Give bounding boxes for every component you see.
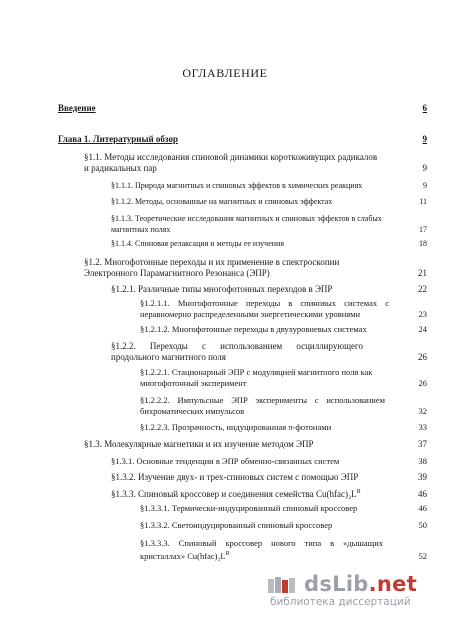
toc-entry[interactable] [84, 152, 427, 174]
toc-entry[interactable] [111, 284, 427, 295]
toc-entry-page: 17 [419, 225, 427, 234]
toc-entry-page: 26 [418, 352, 427, 362]
toc-entry[interactable] [84, 257, 427, 279]
toc-entry[interactable] [140, 298, 427, 320]
toc-entry-text: §1.2.1.1. Многофотонные переходы в спиновых системах с неравномерно распределенными энергетическими уровнями [140, 298, 389, 319]
toc-entry-page: 9 [423, 181, 427, 190]
toc-entry[interactable] [111, 180, 427, 191]
watermark-subtitle: библиотека диссертаций [270, 596, 411, 608]
toc-entry-text [111, 487, 409, 500]
toc-entry-text: §1.2.2.3. Прозрачность, индуцированная π-фотонами [140, 422, 332, 432]
toc-entry-text: §1.1.2. Методы, основанные на магнитных и спиновых эффектах [111, 197, 333, 206]
toc-entry-page: 38 [418, 456, 427, 466]
toc-entry-page: 39 [418, 472, 427, 482]
toc-entry-text: §1.1. Методы исследования спиновой динамики короткоживущих радикалов и радикальных пар [84, 152, 378, 173]
watermark [264, 574, 444, 610]
toc-entry[interactable] [140, 324, 427, 335]
toc-entry-page: 21 [418, 268, 427, 278]
toc-entry-text: Введение [58, 103, 96, 113]
toc-entry[interactable] [140, 422, 427, 433]
toc-entry[interactable] [111, 487, 427, 500]
toc-entry-page: 26 [418, 378, 427, 388]
toc-entry[interactable] [140, 367, 427, 389]
toc-entry-text: §1.2.2.1. Стационарный ЭПР с модуляцией магнитного поля как многофотонный эксперимент [140, 367, 373, 388]
toc-entry-page: 9 [422, 163, 427, 173]
toc-entry-page: 32 [418, 406, 427, 416]
toc-entry-text: §1.2.2. Переходы с использованием осциллирующего продольного магнитного поля [111, 341, 363, 362]
toc-entry-text-main: §1.3.3.3. Спиновый кроссовер нового типа в «дышащих кристаллах» Cu(hfac)₂L [140, 538, 383, 561]
toc-entry-text: §1.3. Молекулярные магнетики и их изучение методом ЭПР [84, 439, 314, 449]
toc-entry-page: 46 [418, 489, 427, 499]
toc-entry-text-main: §1.3.3. Спиновый кроссовер и соединения семейства Cu(hfac)₂L [111, 489, 357, 499]
toc-entry-text: §1.2.1. Различные типы многофотонных переходов в ЭПР [111, 284, 333, 294]
toc-entry[interactable] [111, 213, 427, 235]
toc-entry-text: §1.3.3.1. Термически-индуцированный спиновый кроссовер [140, 503, 358, 513]
toc-entry-page: 23 [418, 309, 427, 319]
toc-entry[interactable] [84, 439, 427, 450]
toc-entry[interactable] [111, 196, 427, 207]
toc-entry-superscript: R [356, 489, 361, 495]
toc-entry-text: Глава 1. Литературный обзор [58, 134, 178, 144]
toc-entry-text: §1.3.1. Основные тенденции в ЭПР обменно-связанных систем [111, 456, 340, 466]
watermark-brand-left: dsLib [304, 572, 369, 596]
toc-entry[interactable] [111, 341, 427, 363]
toc-entry-text: §1.1.3. Теоретические исследования магнитных и спиновых эффектов в слабых магнитных полях [111, 214, 382, 234]
toc-entry-page: 24 [418, 324, 427, 334]
toc-entry-page: 11 [419, 197, 427, 206]
toc-entry[interactable] [140, 395, 427, 417]
toc-entry[interactable] [111, 456, 427, 467]
toc-entry-text: §1.3.2. Изучение двух- и трех-спиновых систем с помощью ЭПР [111, 472, 359, 482]
toc-entry-page: 9 [422, 134, 427, 144]
toc-entry-page: 46 [418, 503, 427, 513]
toc-entry-page: 52 [418, 550, 427, 561]
toc-entry[interactable] [140, 503, 427, 514]
page-title: ОГЛАВЛЕНИЕ [182, 66, 268, 80]
toc-entry[interactable] [111, 238, 427, 249]
toc-entry[interactable] [111, 472, 427, 483]
toc-entry[interactable] [140, 538, 427, 562]
toc-entry-text: §1.2.1.2. Многофотонные переходы в двухуровневых системах [140, 324, 367, 334]
toc-entry[interactable] [58, 103, 427, 114]
toc-entry-text: §1.1.1. Природа магнитных и спиновых эффектов в химических реакциях [111, 181, 363, 190]
toc-entry-page: 22 [418, 284, 427, 294]
toc-entry-page: 6 [422, 103, 427, 113]
toc-entry-page: 33 [418, 422, 427, 432]
books-icon [266, 575, 300, 595]
toc-entry-text: §1.2.2.2. Импульсные ЭПР эксперименты с использованием бихроматических импульсов [140, 395, 385, 416]
toc-entry-text: §1.3.3.2. Светоиндуцированный спиновый кроссовер [140, 520, 333, 530]
toc-entry-text: §1.2. Многофотонные переходы и их применение в спектроскопии Электронного Парамагнитного Резонанса (ЭПР) [84, 257, 340, 278]
toc-entry-superscript: R [225, 551, 230, 557]
toc-entry-page: 37 [418, 439, 427, 449]
toc-entry-text: §1.1.4. Спиновая релаксация и методы ее изучения [111, 239, 284, 248]
watermark-brand-right: .net [368, 572, 418, 596]
toc-entry[interactable] [140, 520, 427, 531]
watermark-logo [304, 572, 417, 596]
toc-entry-page: 18 [419, 239, 427, 248]
toc-entry-page: 50 [418, 520, 427, 530]
toc-entry[interactable] [58, 134, 427, 145]
toc-entry-text [140, 538, 409, 562]
